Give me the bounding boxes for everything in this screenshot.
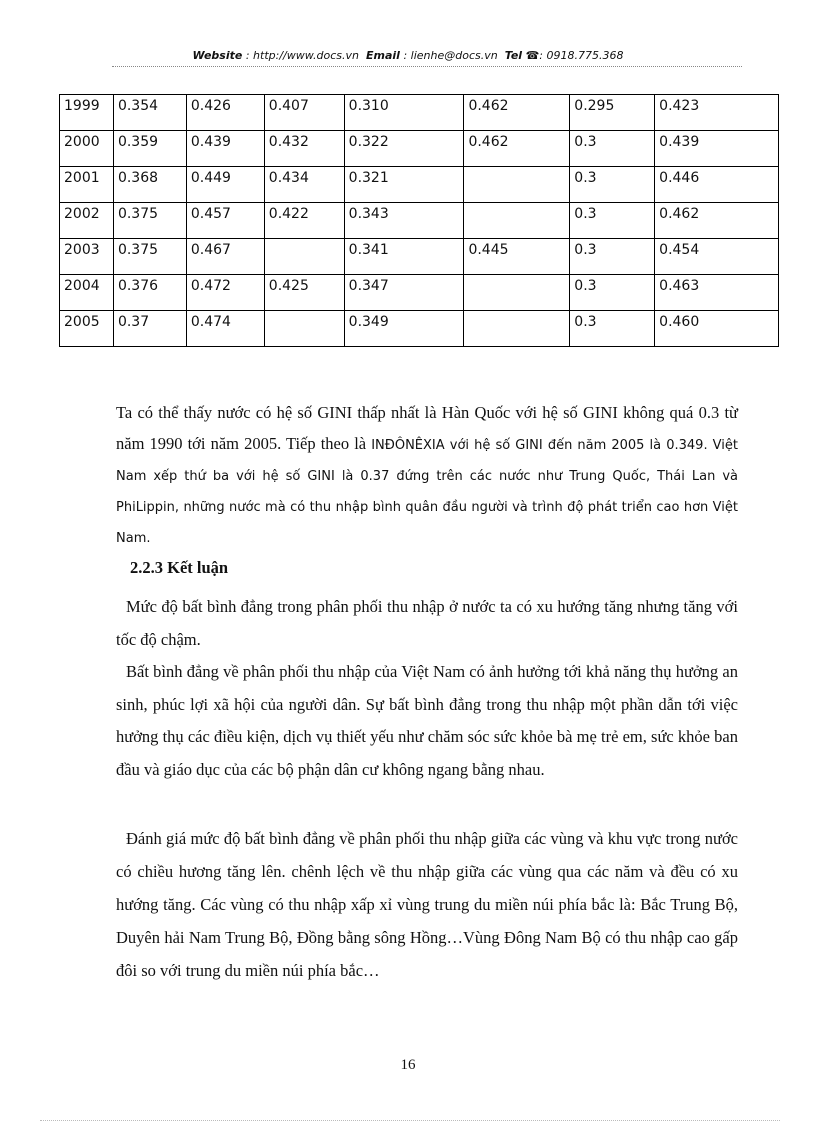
table-cell: 0.454 bbox=[655, 239, 779, 275]
year-cell: 2001 bbox=[60, 167, 114, 203]
year-cell: 2003 bbox=[60, 239, 114, 275]
table-cell: 0.375 bbox=[113, 203, 186, 239]
table-cell: 0.462 bbox=[464, 95, 570, 131]
table-cell: 0.3 bbox=[570, 275, 655, 311]
paragraph-gini-summary bbox=[116, 398, 738, 554]
table-cell: 0.3 bbox=[570, 131, 655, 167]
email-value[interactable]: : lienhe@docs.vn bbox=[403, 49, 498, 62]
paragraph-conclusion-3-text: Đánh giá mức độ bất bình đẳng về phân phối thu nhập giữa các vùng và khu vực trong nước có chiều hương tăng lên. chênh lệch về thu nhập giữa các vùng qua các năm và đều có xu hướng tăng. Các vùng có thu nhập xấp xỉ vùng trung du miền núi phía bắc là: Bắc Trung Bộ, Duyên hải Nam Trung Bộ, Đồng bằng sông Hồng…Vùng Đông Nam Bộ có thu nhập cao gấp đôi so với trung du miền núi phía bắc… bbox=[116, 829, 738, 980]
paragraph-gini-summary-serif: Ta có thể thấy nước có hệ số GINI thấp nhất là Hàn Quốc với hệ số GINI không quá 0.3 từ năm 1990 tới năm 2005. Tiếp theo là bbox=[116, 403, 738, 453]
table-row bbox=[60, 131, 779, 167]
table-cell bbox=[264, 239, 344, 275]
year-cell: 1999 bbox=[60, 95, 114, 131]
website-label: Website bbox=[192, 49, 243, 62]
table-cell: 0.432 bbox=[264, 131, 344, 167]
table-cell: 0.354 bbox=[113, 95, 186, 131]
phone-icon: ☎ bbox=[525, 49, 540, 62]
table-cell: 0.3 bbox=[570, 203, 655, 239]
table-cell: 0.341 bbox=[344, 239, 464, 275]
page-header bbox=[0, 49, 816, 62]
table-cell: 0.295 bbox=[570, 95, 655, 131]
table-cell: 0.462 bbox=[655, 203, 779, 239]
table-cell bbox=[464, 167, 570, 203]
year-cell: 2000 bbox=[60, 131, 114, 167]
table-row bbox=[60, 203, 779, 239]
table-cell: 0.425 bbox=[264, 275, 344, 311]
table-cell: 0.457 bbox=[186, 203, 264, 239]
table-cell bbox=[464, 203, 570, 239]
table-cell: 0.422 bbox=[264, 203, 344, 239]
paragraph-gini-summary-sans: INĐÔNÊXIA với hệ số GINI đến năm 2005 là 0.349. Việt Nam xếp thứ ba với hệ số GINI là 0.37 đứng trên các nước như Trung Quốc, Thái Lan và PhiLippin, những nước mà có thu nhập bình quân đầu người và trình độ phát triển cao hơn Việt Nam. bbox=[116, 438, 738, 546]
paragraph-conclusion-2-text: Bất bình đẳng về phân phối thu nhập của Việt Nam có ảnh hưởng tới khả năng thụ hưởng an sinh, phúc lợi xã hội của người dân. Sự bất bình đẳng trong thu nhập một phần dẫn tới việc hưởng thụ các điều kiện, dịch vụ thiết yếu như chăm sóc sức khỏe bà mẹ trẻ em, sức khỏe ban đầu và giáo dục của các bộ phận dân cư không ngang bằng nhau. bbox=[116, 662, 738, 779]
table-cell: 0.426 bbox=[186, 95, 264, 131]
section-heading: 2.2.3 Kết luận bbox=[130, 558, 229, 577]
table-cell: 0.359 bbox=[113, 131, 186, 167]
table-cell: 0.439 bbox=[655, 131, 779, 167]
table-cell: 0.407 bbox=[264, 95, 344, 131]
year-cell: 2005 bbox=[60, 311, 114, 347]
table-cell: 0.3 bbox=[570, 239, 655, 275]
table-cell: 0.467 bbox=[186, 239, 264, 275]
header-divider bbox=[112, 66, 742, 67]
year-cell: 2002 bbox=[60, 203, 114, 239]
table-cell: 0.368 bbox=[113, 167, 186, 203]
table-cell: 0.375 bbox=[113, 239, 186, 275]
table-row bbox=[60, 167, 779, 203]
table-cell: 0.445 bbox=[464, 239, 570, 275]
tel-label: Tel bbox=[504, 49, 523, 62]
table-cell: 0.423 bbox=[655, 95, 779, 131]
table-row bbox=[60, 239, 779, 275]
table-row bbox=[60, 95, 779, 131]
table-cell: 0.310 bbox=[344, 95, 464, 131]
table-cell: 0.460 bbox=[655, 311, 779, 347]
table-cell: 0.321 bbox=[344, 167, 464, 203]
table-cell: 0.376 bbox=[113, 275, 186, 311]
table-cell: 0.343 bbox=[344, 203, 464, 239]
table-cell: 0.462 bbox=[464, 131, 570, 167]
table-cell: 0.37 bbox=[113, 311, 186, 347]
email-label: Email bbox=[366, 49, 400, 62]
table-cell: 0.347 bbox=[344, 275, 464, 311]
table-cell: 0.463 bbox=[655, 275, 779, 311]
table-cell bbox=[464, 275, 570, 311]
table-row bbox=[60, 275, 779, 311]
table-cell: 0.349 bbox=[344, 311, 464, 347]
website-value[interactable]: : http://www.docs.vn bbox=[245, 49, 360, 62]
table-cell: 0.472 bbox=[186, 275, 264, 311]
table-cell: 0.3 bbox=[570, 311, 655, 347]
table-cell: 0.474 bbox=[186, 311, 264, 347]
footer-divider bbox=[40, 1120, 780, 1121]
gini-table bbox=[59, 94, 779, 347]
paragraph-conclusion-1-text: Mức độ bất bình đẳng trong phân phối thu nhập ở nước ta có xu hướng tăng nhưng tăng với tốc độ chậm. bbox=[116, 597, 738, 649]
table-cell bbox=[264, 311, 344, 347]
paragraph-conclusion-1 bbox=[116, 590, 738, 656]
table-cell bbox=[464, 311, 570, 347]
year-cell: 2004 bbox=[60, 275, 114, 311]
table-cell: 0.322 bbox=[344, 131, 464, 167]
page-number: 16 bbox=[400, 1057, 416, 1073]
table-cell: 0.449 bbox=[186, 167, 264, 203]
tel-value: : 0918.775.368 bbox=[539, 49, 624, 62]
table-cell: 0.446 bbox=[655, 167, 779, 203]
table-row bbox=[60, 311, 779, 347]
table-cell: 0.434 bbox=[264, 167, 344, 203]
paragraph-conclusion-2 bbox=[116, 656, 738, 786]
table-cell: 0.439 bbox=[186, 131, 264, 167]
table-cell: 0.3 bbox=[570, 167, 655, 203]
paragraph-conclusion-3 bbox=[116, 822, 738, 987]
